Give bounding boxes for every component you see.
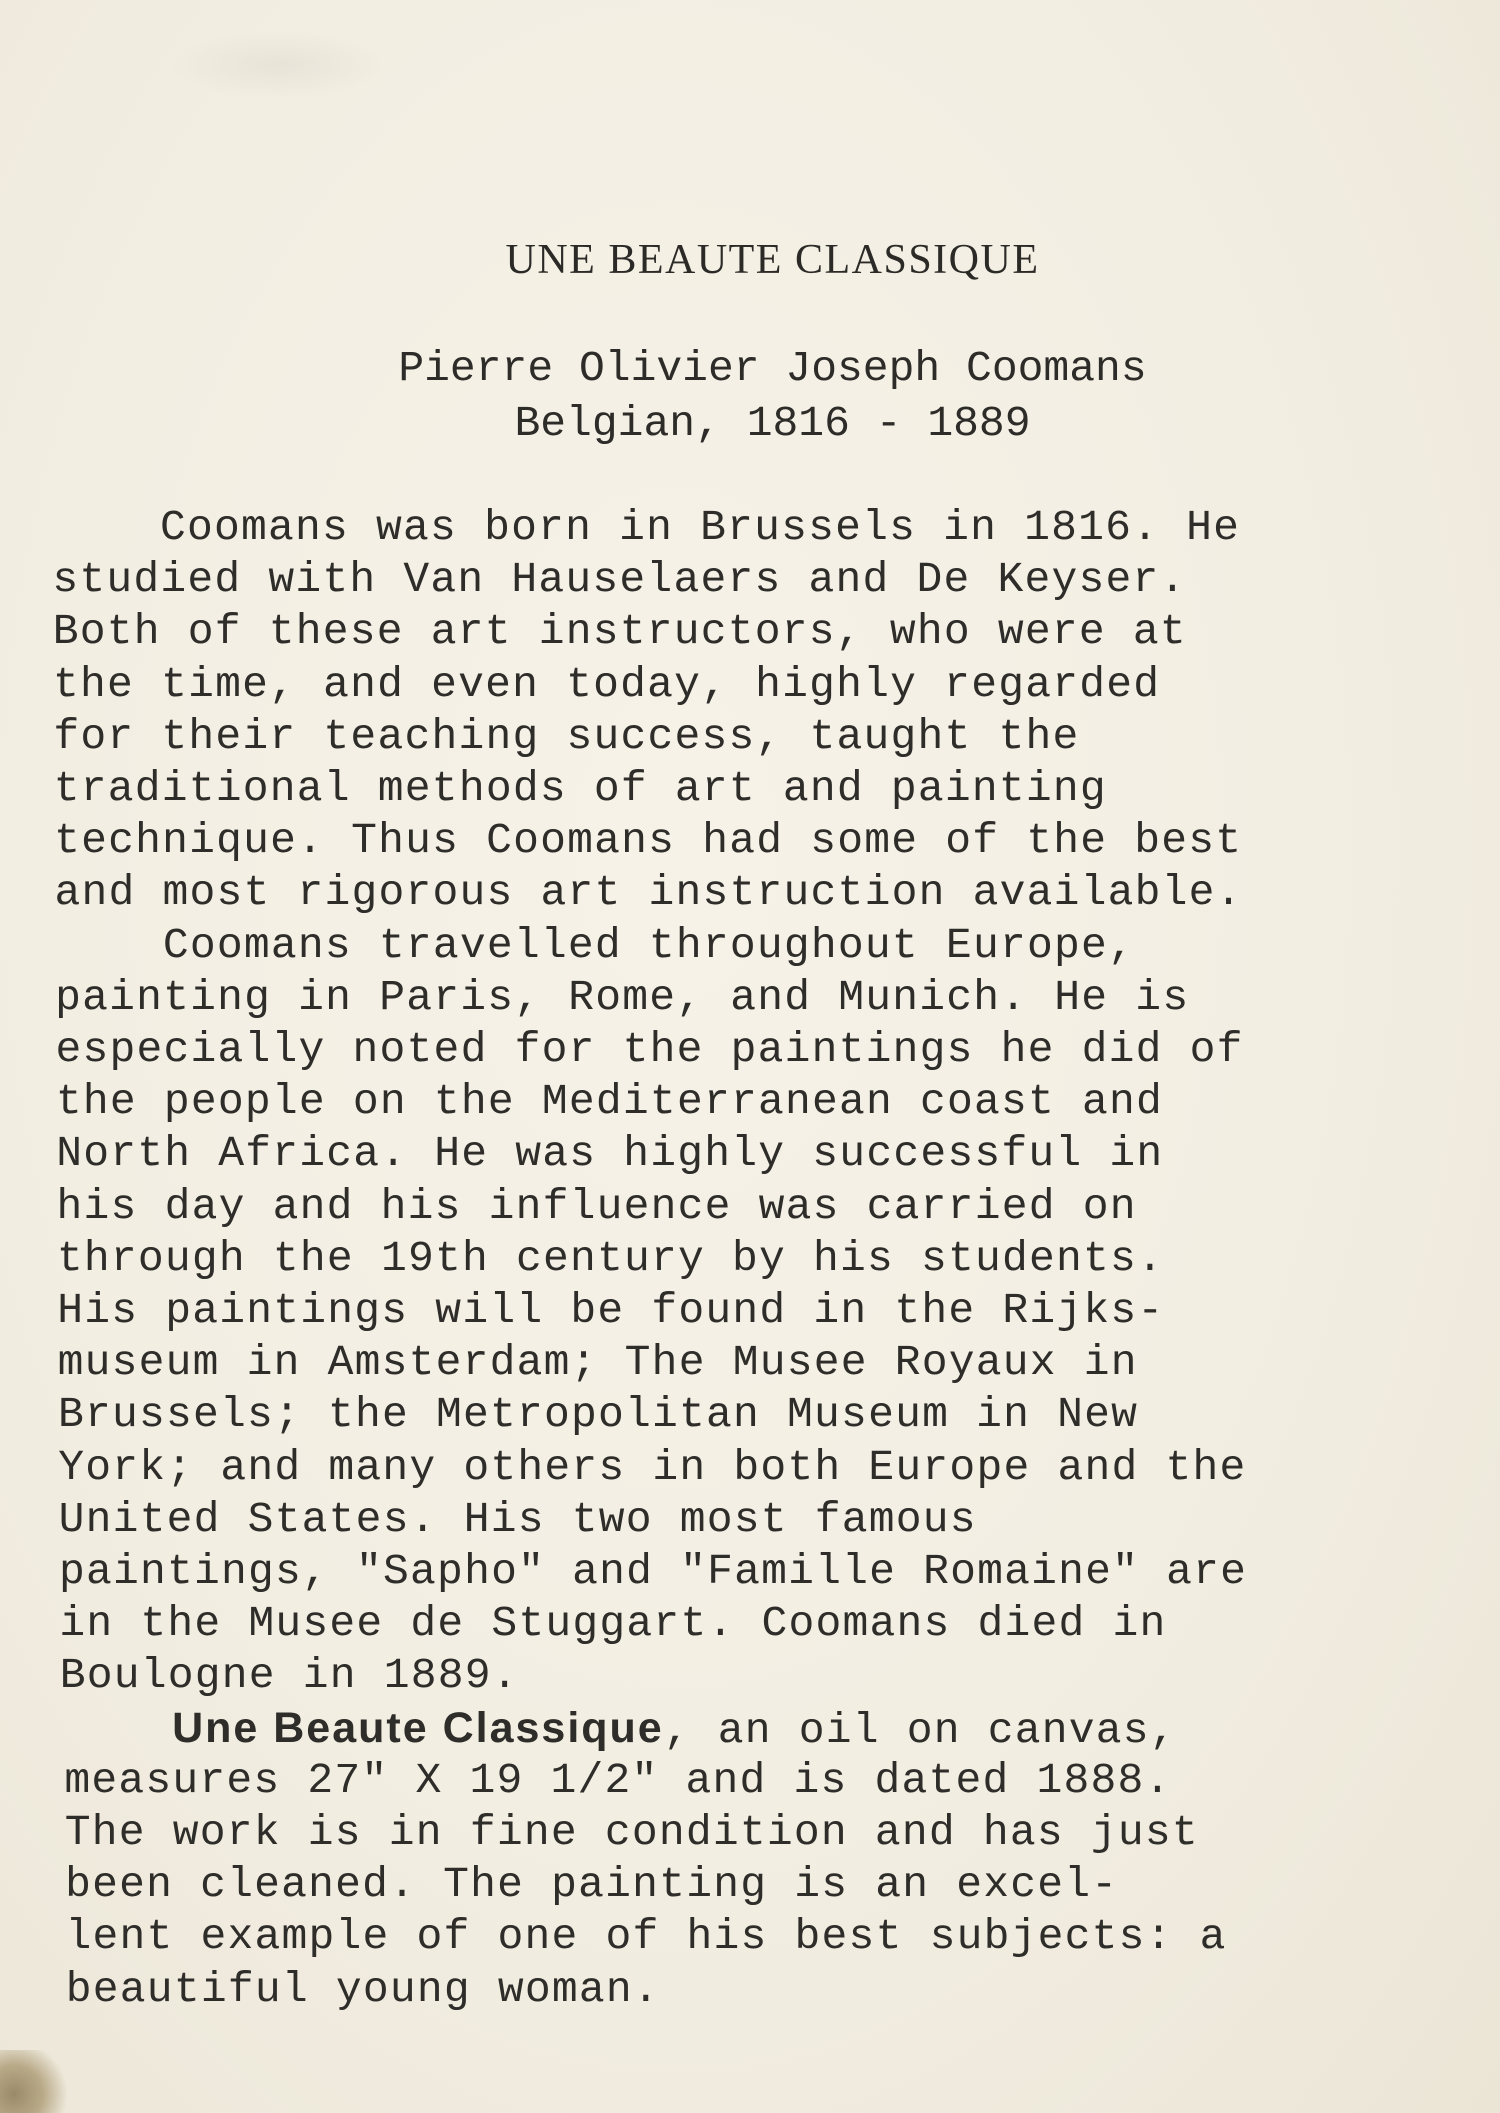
body-line: through the 19th century by his students. — [56, 1233, 1165, 1283]
body-line: studied with Van Hauselaers and De Keyser. — [52, 555, 1187, 605]
paper-smudge — [170, 30, 390, 100]
body-line: measures 27" X 19 1/2" and is dated 1888. — [64, 1755, 1172, 1805]
body-line: his day and his influence was carried on — [56, 1181, 1137, 1231]
lead-rest: , an oil on canvas, — [663, 1705, 1177, 1755]
body-line: United States. His two most famous — [58, 1494, 977, 1544]
body-line: especially noted for the paintings he did of — [55, 1025, 1244, 1074]
body-line: Brussels; the Metropolitan Museum in New — [57, 1390, 1139, 1440]
body-line: York; and many others in both Europe and the — [58, 1442, 1247, 1492]
body-line: been cleaned. The painting is an excel- — [65, 1860, 1119, 1910]
body-line: paintings, "Sapho" and "Famille Romaine" are — [59, 1547, 1248, 1596]
body-line: His paintings will be found in the Rijks- — [57, 1286, 1165, 1335]
body-line-lead — [64, 1704, 1177, 1755]
body-line: museum in Amsterdam; The Musee Royaux in — [57, 1338, 1138, 1388]
body-line: North Africa. He was highly successful in — [56, 1129, 1164, 1179]
body-line: Both of these art instructors, who were at — [52, 607, 1187, 657]
body-line: Coomans travelled throughout Europe, — [54, 920, 1135, 970]
artwork-title-emphasis: Une Beaute Classique — [172, 1703, 664, 1752]
body-line: Boulogne in 1889. — [59, 1651, 519, 1701]
body-line: The work is in fine condition and has just — [64, 1808, 1199, 1857]
document-title: UNE BEAUTE CLASSIQUE — [505, 237, 1040, 283]
body-line: the people on the Mediterranean coast and — [55, 1077, 1164, 1127]
body-line: and most rigorous art instruction available. — [54, 868, 1243, 918]
artist-name: Pierre Olivier Joseph Coomans — [398, 344, 1147, 393]
corner-stain — [0, 2050, 70, 2113]
body-line: lent example of one of his best subjects: a — [65, 1912, 1227, 1962]
body-line: Coomans was born in Brussels in 1816. He — [52, 503, 1241, 552]
body-line: traditional methods of art and painting — [53, 764, 1107, 813]
body-line: for their teaching success, taught the — [53, 711, 1080, 761]
body-line: beautiful young woman. — [65, 1964, 660, 2014]
body-line: the time, and even today, highly regarded — [53, 659, 1161, 709]
paragraph-indent — [64, 1706, 172, 1755]
body-line: painting in Paris, Rome, and Munich. He is — [55, 972, 1190, 1022]
artist-nationality-dates: Belgian, 1816 - 1889 — [514, 399, 1031, 448]
body-line: technique. Thus Coomans had some of the best — [54, 816, 1243, 866]
body-line: in the Musee de Stuggart. Coomans died in — [59, 1599, 1167, 1649]
